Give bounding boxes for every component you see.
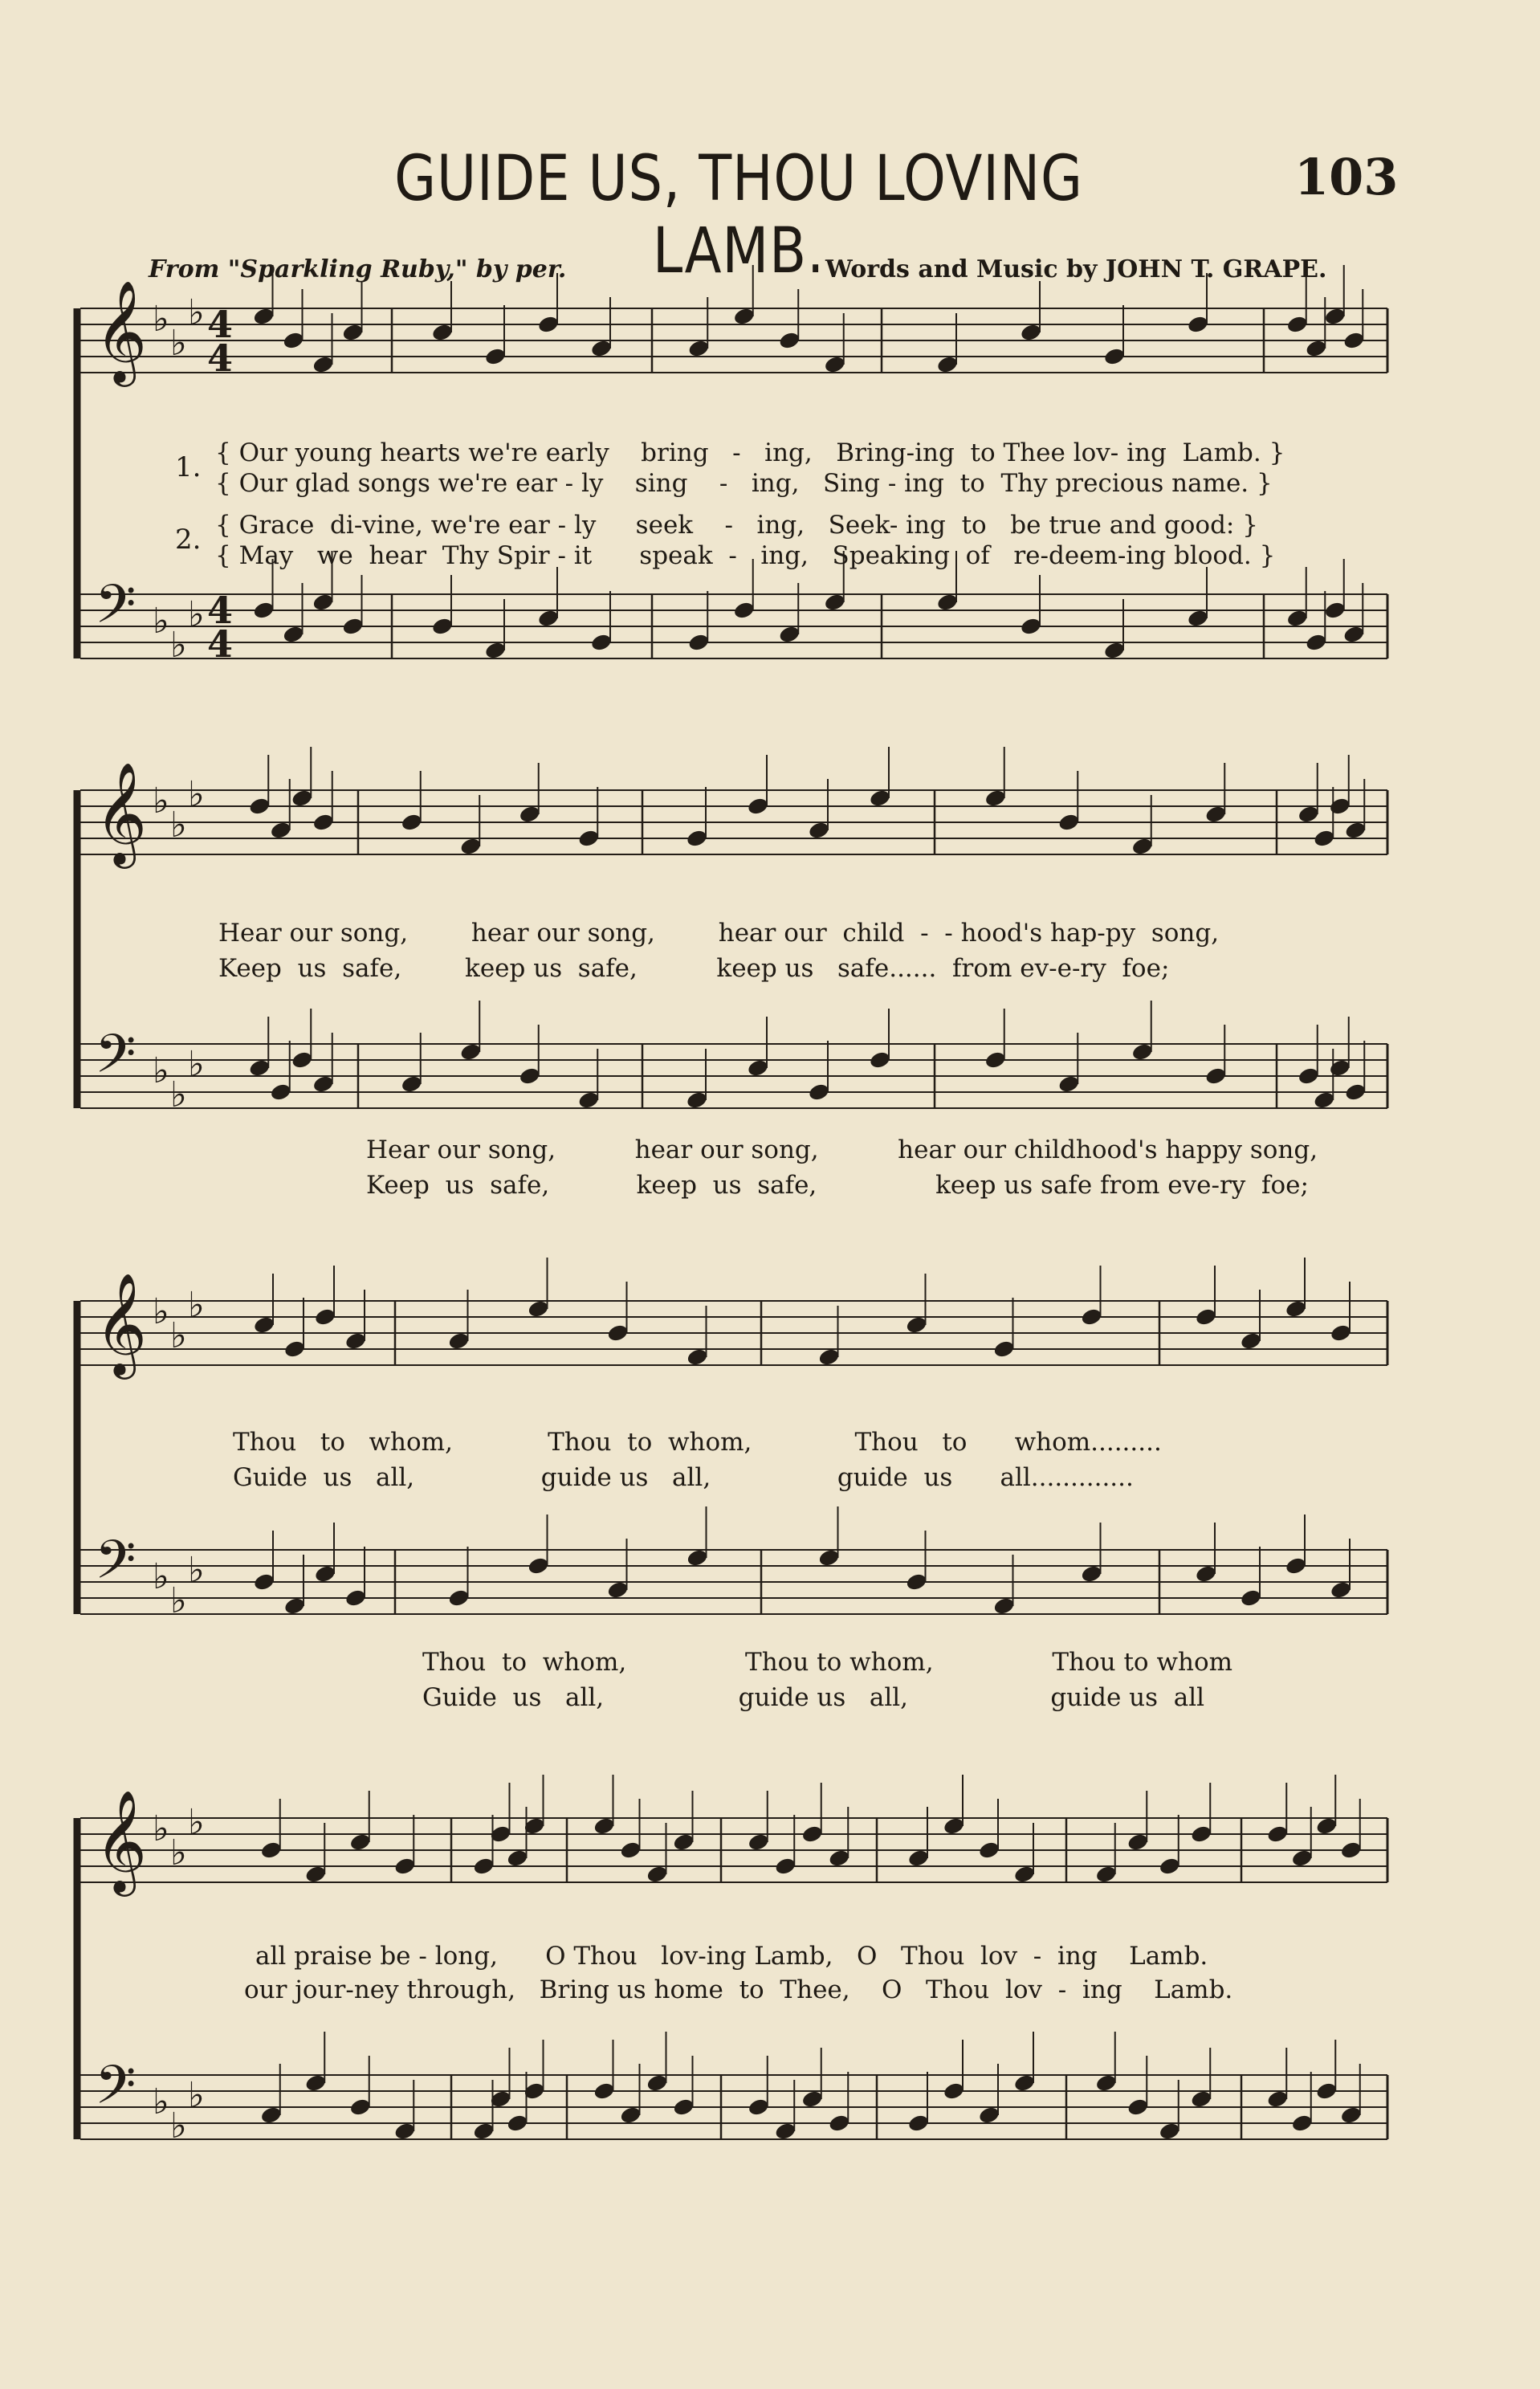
refrain-treble-line1: Hear our song, hear our song, hear our child - - hood's hap-py song, bbox=[218, 919, 1220, 948]
verse2-line1: { Grace di-vine, we're ear - ly seek - ing, Seek- ing to be true and good: } bbox=[215, 511, 1258, 540]
flat-icon: ♭ bbox=[153, 1808, 169, 1849]
time-signature: 4 bbox=[207, 336, 234, 380]
author-credit: Words and Music by JOHN T. GRAPE. bbox=[825, 255, 1327, 283]
flat-icon: ♭ bbox=[153, 1050, 169, 1091]
system3-bass-line2: Guide us all, guide us all, guide us all bbox=[422, 1683, 1205, 1712]
refrain-bass-line1: Hear our song, hear our song, hear our childhood's happy song, bbox=[366, 1135, 1318, 1164]
page-number: 103 bbox=[1294, 148, 1399, 206]
flat-icon: ♭ bbox=[188, 2075, 205, 2116]
flat-icon: ♭ bbox=[153, 2081, 169, 2122]
refrain-bass-line2: Keep us safe, keep us safe, keep us safe from eve-ry foe; bbox=[366, 1171, 1309, 1200]
flat-icon: ♭ bbox=[170, 1580, 187, 1621]
bass-clef-icon: 𝄢 bbox=[95, 573, 136, 648]
flat-icon: ♭ bbox=[170, 625, 187, 666]
system3-bass-line1: Thou to whom, Thou to whom, Thou to whom bbox=[422, 1648, 1233, 1677]
treble-clef-icon: 𝄞 bbox=[95, 761, 148, 864]
system3-treble-line1: Thou to whom, Thou to whom, Thou to whom......... bbox=[233, 1428, 1162, 1457]
verse1-line2: { Our glad songs we're ear - ly sing - ing, Sing - ing to Thy precious name. } bbox=[215, 469, 1273, 498]
system4-treble-line1: all praise be - long, O Thou lov-ing Lamb, O Thou lov - ing Lamb. bbox=[255, 1942, 1208, 1971]
flat-icon: ♭ bbox=[188, 1044, 205, 1085]
flat-icon: ♭ bbox=[170, 2106, 187, 2146]
flat-icon: ♭ bbox=[170, 323, 187, 364]
treble-clef-icon: 𝄞 bbox=[95, 1272, 148, 1375]
refrain-treble-line2: Keep us safe, keep us safe, keep us safe...... from ev-e-ry foe; bbox=[218, 954, 1170, 983]
flat-icon: ♭ bbox=[170, 1315, 187, 1356]
verse-number-2: 2. bbox=[175, 524, 202, 556]
flat-icon: ♭ bbox=[188, 1285, 205, 1326]
source-credit: From "Sparkling Ruby," by per. bbox=[149, 255, 567, 283]
bass-clef-icon: 𝄢 bbox=[95, 1023, 136, 1098]
system4-treble-line2: our jour-ney through, Bring us home to Thee, O Thou lov - ing Lamb. bbox=[244, 1975, 1233, 2004]
treble-clef-icon: 𝄞 bbox=[95, 279, 148, 382]
treble-clef-icon: 𝄞 bbox=[95, 1789, 148, 1892]
flat-icon: ♭ bbox=[153, 1556, 169, 1597]
time-signature: 4 bbox=[207, 303, 234, 346]
verse-number-1: 1. bbox=[175, 451, 202, 483]
flat-icon: ♭ bbox=[188, 292, 205, 333]
flat-icon: ♭ bbox=[170, 1833, 187, 1873]
flat-icon: ♭ bbox=[188, 594, 205, 635]
flat-icon: ♭ bbox=[170, 805, 187, 846]
verse1-line1: { Our young hearts we're early bring - ing, Bring-ing to Thee lov- ing Lamb. } bbox=[215, 438, 1285, 467]
bass-clef-icon: 𝄢 bbox=[95, 2054, 136, 2129]
flat-icon: ♭ bbox=[153, 299, 169, 340]
flat-icon: ♭ bbox=[153, 1291, 169, 1332]
flat-icon: ♭ bbox=[188, 1550, 205, 1591]
time-signature: 4 bbox=[207, 589, 234, 632]
flat-icon: ♭ bbox=[188, 1802, 205, 1843]
time-signature: 4 bbox=[207, 622, 234, 666]
flat-icon: ♭ bbox=[188, 774, 205, 815]
flat-icon: ♭ bbox=[153, 781, 169, 821]
hymn-title: GUIDE US, THOU LOVING LAMB. bbox=[394, 143, 1083, 287]
flat-icon: ♭ bbox=[170, 1074, 187, 1115]
bass-clef-icon: 𝄢 bbox=[95, 1529, 136, 1604]
verse2-line2: { May we hear Thy Spir - it speak - ing, Speaking of re-deem-ing blood. } bbox=[215, 541, 1276, 570]
system3-treble-line2: Guide us all, guide us all, guide us all............. bbox=[233, 1463, 1134, 1492]
flat-icon: ♭ bbox=[153, 601, 169, 642]
